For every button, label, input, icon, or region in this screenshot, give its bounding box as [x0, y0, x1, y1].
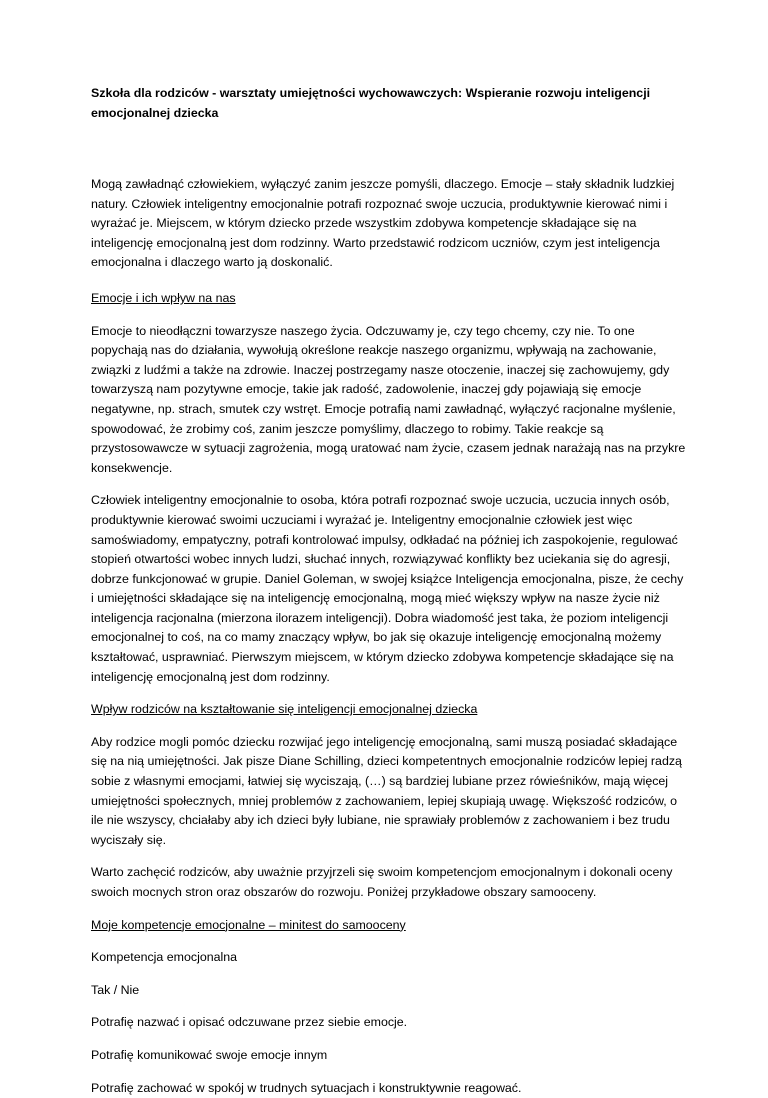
section-heading-self-test: Moje kompetencje emocjonalne – minitest do samooceny: [91, 917, 406, 932]
test-item: Potrafię nazwać i opisać odczuwane przez siebie emocje.: [91, 1015, 408, 1030]
paragraph: Warto zachęcić rodziców, aby uważnie przyjrzeli się swoim kompetencjom emocjonalnym i dokonali oceny swoich mocnych stron oraz obszarów do rozwoju. Poniżej przykładowe obszary samooceny.: [91, 865, 673, 899]
paragraph: Aby rodzice mogli pomóc dziecku rozwijać jego inteligencję emocjonalną, sami muszą posiadać składające się na nią umiejętności. Jak pisze Diane Schilling, dzieci kompetentnych emocjonalnie rodziców lepiej radzą sobie z własnymi emocjami, łatwiej się wyciszają, (…) są bardziej lubiane przez rówieśników, mają więcej umiejętności społecznych, mniej problemów z zachowaniem, lepiej skupiają uwagę. Większość rodziców, o ile nie wszyscy, chciałaby aby ich dzieci były lubiane, nie sprawiały problemów z zachowaniem i bez trudu wyciszały się.: [91, 734, 682, 847]
section-heading-emotions: Emocje i ich wpływ na nas: [91, 290, 236, 305]
test-item: Potrafię komunikować swoje emocje innym: [91, 1047, 328, 1062]
section-heading-parents-influence: Wpływ rodziców na kształtowanie się inteligencji emocjonalnej dziecka: [91, 702, 478, 717]
test-column-label-yes-no: Tak / Nie: [91, 982, 140, 997]
paragraph: Emocje to nieodłączni towarzysze naszego życia. Odczuwamy je, czy tego chcemy, czy nie. To one popychają nas do działania, wywołują określone reakcje naszego organizmu, wpływają na zachowanie, związki z ludźmi a także na zdrowie. Inaczej postrzegamy nasze otoczenie, inaczej się zachowujemy, gdy towarzyszą nam pozytywne emocje, takie jak radość, zadowolenie, inaczej gdy pojawiają się emocje negatywne, np. strach, smutek czy wstręt. Emocje potrafią nami zawładnąć, wyłączyć racjonalne myślenie, spowodować, że zrobimy coś, zanim jeszcze pomyślimy, dlaczego to robimy. Takie reakcje są przystosowawcze w sytuacji zagrożenia, mogą uratować nam życie, czasem jednak narażają nas na przykre konsekwencje.: [91, 323, 686, 475]
paragraph: Człowiek inteligentny emocjonalnie to osoba, która potrafi rozpoznać swoje uczucia, uczucia innych osób, produktywnie kierować swoimi uczuciami i wyrażać je. Inteligentny emocjonalnie człowiek jest więc samoświadomy, empatyczny, potrafi kontrolować impulsy, odkładać na później ich zaspokojenie, regulować stopień otwartości wobec innych ludzi, słuchać innych, rozwiązywać konflikty bez uciekania się do agresji, dobrze funkcjonować w grupie. Daniel Goleman, w swojej książce Inteligencja emocjonalna, pisze, że cechy i umiejętności składające się na inteligencję emocjonalną, mogą mieć większy wpływ na nasze życie niż inteligencja racjonalna (mierzona ilorazem inteligencji). Dobra wiadomość jest taka, że poziom inteligencji emocjonalnej to coś, na co mamy znaczący wpływ, bo jak się okazuje inteligencję emocjonalną możemy kształtować, usprawniać. Pierwszym miejscem, w którym dziecko zdobywa kompetencje składające się na inteligencję emocjonalną jest dom rodzinny.: [91, 493, 684, 684]
test-item: Potrafię zachować w spokój w trudnych sytuacjach i konstruktywnie reagować.: [91, 1080, 522, 1095]
test-column-label-competence: Kompetencja emocjonalna: [91, 950, 238, 965]
intro-paragraph: Mogą zawładnąć człowiekiem, wyłączyć zanim jeszcze pomyśli, dlaczego. Emocje – stały składnik ludzkiej natury. Człowiek inteligentny emocjonalnie potrafi rozpoznać swoje uczucia, produktywnie kierować nimi i wyrażać je. Miejscem, w którym dziecko przede wszystkim zdobywa kompetencje składające się na inteligencję emocjonalną jest dom rodzinny. Warto przedstawić rodzicom uczniów, czym jest inteligencja emocjonalna i dlaczego warto ją doskonalić.: [91, 177, 675, 270]
document-title: Szkoła dla rodziców - warsztaty umiejętności wychowawczych: Wspieranie rozwoju inteligencji emocjonalnej dziecka: [91, 86, 651, 120]
